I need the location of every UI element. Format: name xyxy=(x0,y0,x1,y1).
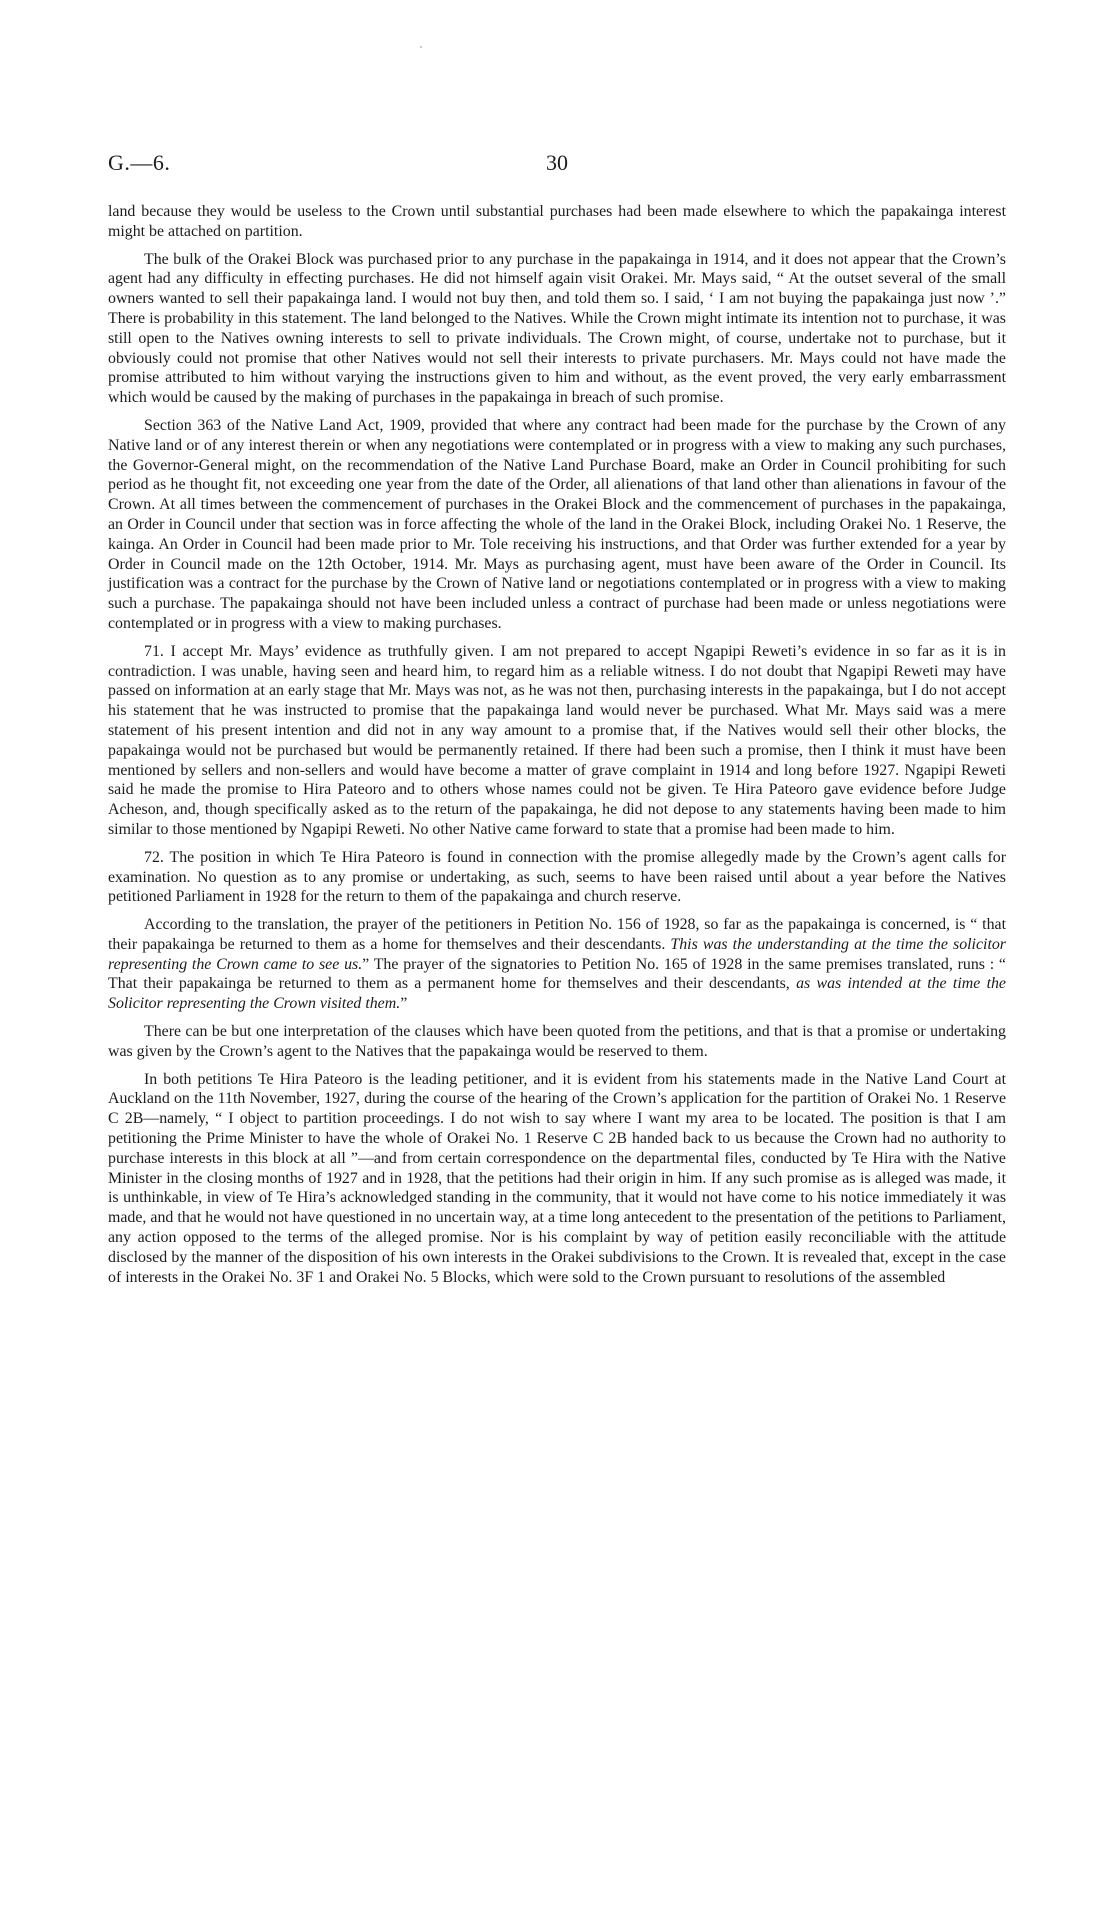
petition-italic-1: This was the understanding at the time the solicitor representing the Crown came to see us. xyxy=(108,935,1006,973)
paragraph-interpretation: There can be but one interpretation of the clauses which have been quoted from the petitions, and that is that a promise or undertaking was given by the Crown’s agent to the Natives that the papakainga would be reserved to them. xyxy=(108,1023,1006,1060)
paragraph-section-363: Section 363 of the Native Land Act, 1909, provided that where any contract had been made for the purchase by the Crown of any Native land or of any interest therein or when any negotiations were contemplated or in progress with a view to making any such purchases, the Governor-General might, on the recommendation of the Native Land Purchase Board, make an Order in Council prohibiting for such period as he thought fit, not exceeding one year from the date of the Order, all alienations of that land other than alienations in favour of the Crown. At all times between the commencement of purchases in the Orakei Block and the commencement of purchases in the papakainga, an Order in Council under that section was in force affecting the whole of the land in the Orakei Block, including Orakei No. 1 Reserve, the kainga. An Order in Council had been made prior to Mr. Tole receiving his instructions, and that Order was further extended for a year by Order in Council made on the 12th October, 1914. Mr. Mays as purchasing agent, must have been aware of the Order in Council. Its justification was a contract for the purchase by the Crown of Native land or negotiations contemplated or in progress with a view to making such a purchase. The papakainga should not have been included unless a contract of purchase had been made or unless negotiations were contemplated or in progress with a view to making purchases. xyxy=(108,416,1006,632)
petition-text-3: ” xyxy=(400,995,408,1013)
page-header xyxy=(108,150,1006,180)
document-reference: G.—6. xyxy=(108,150,171,175)
page-body xyxy=(108,202,1006,1287)
page-number: 30 xyxy=(546,150,568,175)
petition-text-2: ” The prayer of the signatories to Petition No. 165 of 1928 in the same premises translated, runs : “ That their papakainga be returned to them as a permanent home for themselves and their descendants, xyxy=(108,955,1006,993)
petition-text-1: According to the translation, the prayer of the petitioners in Petition No. 156 of 1928, so far as the papakainga is concerned, is “ that their papakainga be returned to them as a home for themselves and their descendants. xyxy=(108,916,1006,953)
paragraph-te-hira: In both petitions Te Hira Pateoro is the leading petitioner, and it is evident from his statements made in the Native Land Court at Auckland on the 11th November, 1927, during the course of the hearing of the Crown’s application for the partition of Orakei No. 1 Reserve C 2B—namely, “ I object to partition proceedings. I do not wish to say where I want my area to be located. The position is that I am petitioning the Prime Minister to have the whole of Orakei No. 1 Reserve C 2B handed back to us because the Crown had no authority to purchase interests in this block at all ”—and from certain correspondence on the departmental files, conducted by Te Hira with the Native Minister in the closing months of 1927 and in 1928, that the petitions had their origin in him. If any such promise as is alleged was made, it is unthinkable, in view of Te Hira’s acknowledged standing in the community, that it would not have come to his notice immediately it was made, and that he would not have questioned in no uncertain way, at a time long antecedent to the presentation of the petitions to Parliament, any action opposed to the terms of the alleged promise. Nor is his complaint by way of petition easily reconciliable with the attitude disclosed by the manner of the disposition of his own interests in the Orakei subdivisions to the Crown. It is revealed that, except in the case of interests in the Orakei No. 3F 1 and Orakei No. 5 Blocks, which were sold to the Crown pursuant to resolutions of the assembled xyxy=(108,1070,1006,1286)
paragraph-71: 71. I accept Mr. Mays’ evidence as truthfully given. I am not prepared to accept Ngapipi Reweti’s evidence in so far as it is in contradiction. I was unable, having seen and heard him, to regard him as a reliable witness. I do not doubt that Ngapipi Reweti may have passed on information at an early stage that Mr. Mays was not, as he was not then, purchasing interests in the papakainga, but I do not accept his statement that he was instructed to promise that the papakainga land would never be purchased. What Mr. Mays said was a mere statement of his present intention and did not in any way amount to a promise that, if the Natives would sell their other blocks, the papakainga would not be purchased but would be permanently retained. If there had been such a promise, then I think it must have been mentioned by sellers and non-sellers and would have become a matter of grave complaint in 1914 and long before 1927. Ngapipi Reweti said he made the promise to Hira Pateoro and to others whose names could not be given. Te Hira Pateoro gave evidence before Judge Acheson, and, though specifically asked as to the return of the papakainga, he did not depose to any statements having been made to him similar to those mentioned by Ngapipi Reweti. No other Native came forward to state that a promise had been made to him. xyxy=(108,642,1006,838)
paragraph-orakei-purchases: The bulk of the Orakei Block was purchased prior to any purchase in the papakainga in 1914, and it does not appear that the Crown’s agent had any difficulty in effecting purchases. He did not himself again visit Orakei. Mr. Mays said, “ At the outset several of the small owners wanted to sell their papakainga land. I would not buy then, and told them so. I said, ‘ I am not buying the papakainga just now ’.” There is probability in this statement. The land belonged to the Natives. While the Crown might intimate its intention not to purchase, it was still open to the Natives owning interests to sell to private individuals. The Crown might, of course, undertake not to purchase, but it obviously could not promise that other Natives would not sell their interests to private purchasers. Mr. Mays could not have made the promise attributed to him without varying the instructions given to him and without, as the event proved, the very early embarrassment which would be caused by the making of purchases in the papakainga in breach of such promise. xyxy=(108,250,1006,407)
petition-italic-2: as was intended at the time the Solicitor representing the Crown visited them. xyxy=(108,975,1006,1013)
paragraph-continued: land because they would be useless to the Crown until substantial purchases had been made elsewhere to which the papakainga interest might be attached on partition. xyxy=(108,203,1006,240)
scan-mark xyxy=(420,46,422,48)
paragraph-petition-prayer xyxy=(108,915,1006,1014)
paragraph-72: 72. The position in which Te Hira Pateoro is found in connection with the promise allegedly made by the Crown’s agent calls for examination. No question as to any promise or undertaking, as such, seems to have been raised until about a year before the Natives petitioned Parliament in 1928 for the return to them of the papakainga and church reserve. xyxy=(108,848,1006,906)
